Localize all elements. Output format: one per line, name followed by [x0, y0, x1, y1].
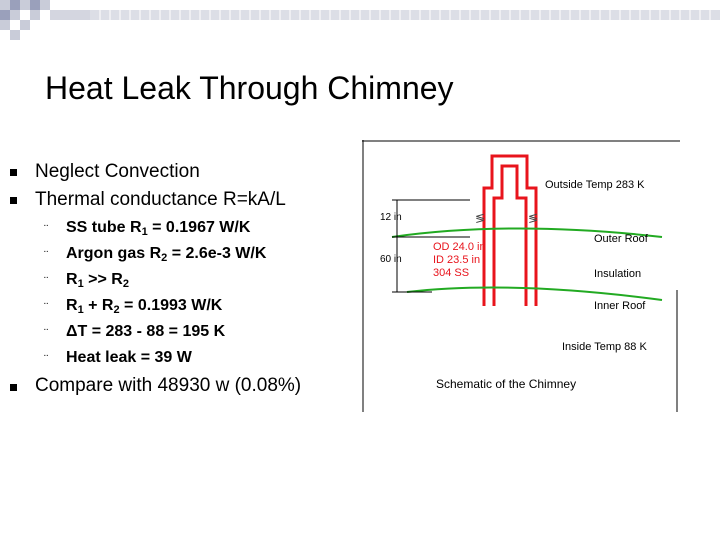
bellows-icon: ≶	[475, 211, 486, 225]
sub-bullet-ss-tube: SS tube $R_1 = 0.1967$ W/K	[66, 219, 251, 238]
outer-roof-label: Outer Roof	[594, 233, 648, 245]
checkbox-bullet-icon: ¨	[44, 352, 49, 367]
sub-bullet-r-sum: $R_1 + R_2 = 0.1993$ W/K	[66, 297, 223, 316]
checkbox-bullet-icon: ¨	[44, 222, 49, 237]
bullet-square-icon	[10, 197, 17, 204]
sub-bullet-r1-much-greater: $R_1 >> R_2$	[66, 271, 129, 290]
checkbox-bullet-icon: ¨	[44, 248, 49, 263]
chimney-schematic-figure	[362, 140, 680, 412]
checkbox-bullet-icon: ¨	[44, 274, 49, 289]
checkbox-bullet-icon: ¨	[44, 300, 49, 315]
sub-bullet-heat-leak: Heat leak = 39 W	[66, 349, 192, 366]
chimney-tube	[484, 156, 539, 306]
insulation-label: Insulation	[594, 268, 642, 280]
sub-bullet-argon-gas: Argon gas $R_2 = 2.6e-3$ W/K	[66, 245, 267, 264]
material-label: 304 SS	[433, 267, 470, 279]
inner-roof-label: Inner Roof	[594, 300, 646, 312]
bullet-compare: Compare with 48930 w (0.08%)	[35, 375, 302, 396]
bullet-thermal-conductance: Thermal conductance R=kA/L	[35, 189, 286, 210]
dim-top-label: 12 in	[380, 212, 402, 223]
bullet-square-icon	[10, 384, 17, 391]
bullet-square-icon	[10, 169, 17, 176]
od-label: OD 24.0 in	[433, 241, 486, 253]
id-label: ID 23.5 in	[433, 254, 481, 266]
sub-bullet-delta-t: ΔT = 283 - 88 = 195 K	[66, 323, 226, 340]
bullet-neglect-convection: Neglect Convection	[35, 161, 200, 182]
checkbox-bullet-icon: ¨	[44, 326, 49, 341]
slide-title: Heat Leak Through Chimney	[45, 70, 454, 106]
bellows-icon: ≶	[528, 211, 539, 225]
outside-temp-label: Outside Temp 283 K	[545, 179, 645, 191]
header-checker-pattern	[0, 0, 720, 42]
inside-temp-label: Inside Temp 88 K	[562, 341, 647, 353]
figure-caption: Schematic of the Chimney	[436, 377, 577, 391]
dim-mid-label: 60 in	[380, 254, 402, 265]
